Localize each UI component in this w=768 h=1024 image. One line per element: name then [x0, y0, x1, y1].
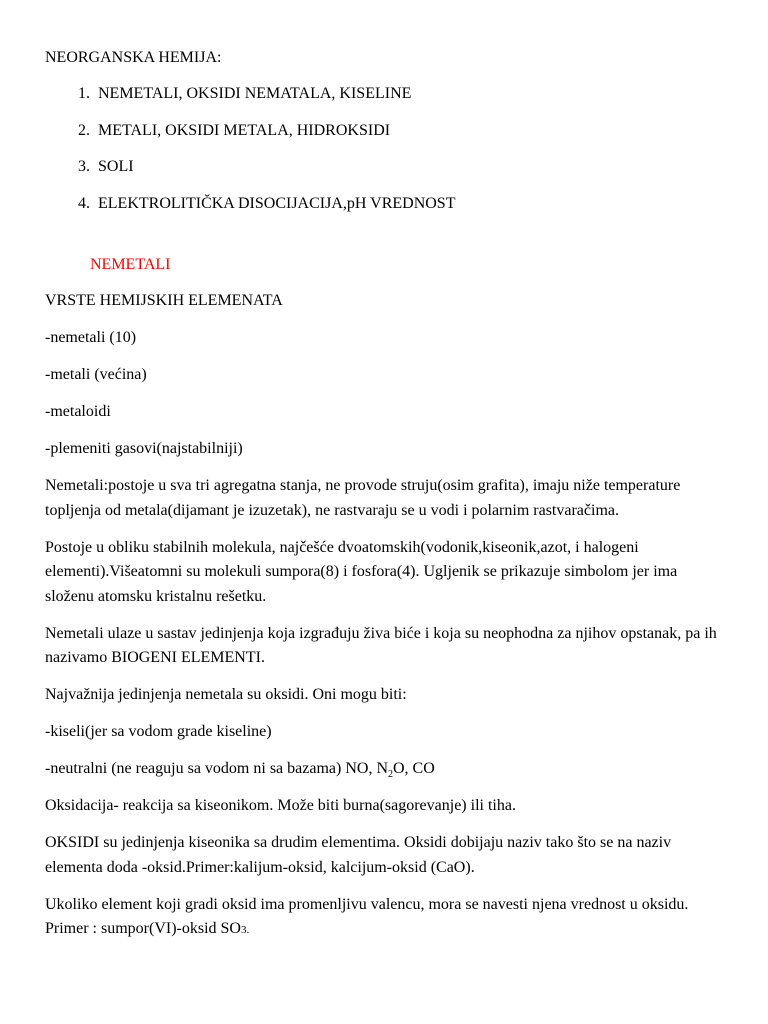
- formula-index: 3.: [240, 924, 250, 936]
- element-type-item: -metali (većina): [45, 366, 147, 383]
- paragraph-biogenic: Nemetali ulaze u sastav jedinjenja koja izgrađuju živa biće i koja su neophodna za njihov opstanak, pa ih nazivamo BIOGENI ELEMENTI.: [45, 624, 717, 666]
- list-text: SOLI: [98, 158, 134, 175]
- paragraph-properties: Nemetali:postoje u sva tri agregatna stanja, ne provode struju(osim grafita), imaju niže temperature topljenja od metala(dijamant je izuzetak), ne rastvaraju se u vodi i polarnim rastvaračima.: [45, 477, 681, 519]
- paragraph-oxidation: Oksidacija- reakcija sa kiseonikom. Može biti burna(sagorevanje) ili tiha.: [45, 797, 516, 814]
- valence-text: Ukoliko element koji gradi oksid ima promenljivu valencu, mora se navesti njena vrednost u oksidu. Primer : sumpor(VI)-oksid SO: [45, 895, 689, 937]
- list-number: 2.: [78, 121, 90, 139]
- list-item: [45, 192, 725, 216]
- list-number: 4.: [78, 194, 90, 212]
- list-item: [45, 155, 725, 179]
- list-text: METALI, OKSIDI METALA, HIDROKSIDI: [98, 121, 391, 139]
- list-text: NEMETALI, OKSIDI NEMATALA, KISELINE: [98, 85, 412, 102]
- document-heading: NEORGANSKA HEMIJA:: [45, 49, 222, 66]
- element-type-item: -nemetali (10): [45, 329, 137, 346]
- list-item: [45, 119, 725, 143]
- list-text: ELEKTROLITIČKA DISOCIJACIJA,pH VREDNOST: [98, 194, 456, 212]
- topic-list: [45, 82, 725, 216]
- list-number: 1.: [78, 85, 90, 102]
- element-type-item: -metaloidi: [45, 403, 111, 420]
- paragraph-oxide-naming: OKSIDI su jedinjenja kiseonika sa drudim elementima. Oksidi dobijaju naziv tako što se na naziv elementa doda -oksid.Primer:kalijum-oksid, kalcijum-oksid (CaO).: [45, 834, 672, 876]
- oxide-neutral-suffix: O, CO: [393, 760, 435, 777]
- paragraph-valence: [45, 893, 725, 943]
- list-item: [45, 82, 725, 106]
- document-page: [45, 46, 725, 955]
- element-type-item: -plemeniti gasovi(najstabilniji): [45, 440, 243, 457]
- paragraph-oxides-intro: Najvažnija jedinjenja nemetala su oksidi. Oni mogu biti:: [45, 686, 407, 703]
- list-number: 3.: [78, 158, 90, 175]
- paragraph-molecules: Postoje u obliku stabilnih molekula, najčešće dvoatomskih(vodonik,kiseonik,azot, i halogeni elementi).Višeatomni su molekuli sumpora(8) i fosfora(4). Ugljenik se prikazuje simbolom jer ima složenu atomsku kristalnu rešetku.: [45, 538, 678, 605]
- section-title: NEMETALI: [90, 255, 171, 273]
- oxide-neutral-item: [45, 757, 725, 782]
- subscript: 2: [388, 769, 393, 781]
- oxide-neutral-prefix: -neutralni (ne reaguju sa vodom ni sa bazama) NO, N: [45, 760, 388, 777]
- oxide-acid-item: -kiseli(jer sa vodom grade kiseline): [45, 723, 272, 740]
- subheading: VRSTE HEMIJSKIH ELEMENATA: [45, 292, 283, 309]
